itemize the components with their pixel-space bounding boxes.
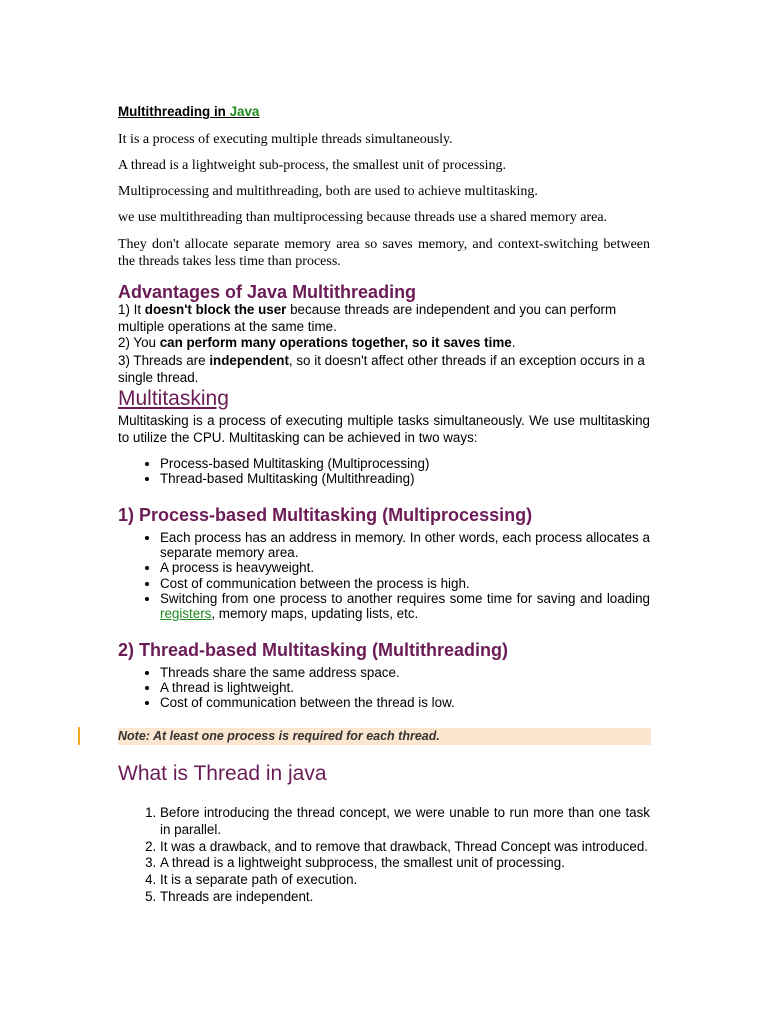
process-based-list bbox=[118, 530, 650, 621]
list-item: • A process is heavyweight. bbox=[160, 560, 650, 575]
title-prefix: Multithreading in bbox=[118, 104, 230, 119]
intro-paragraph-5: They don't allocate separate memory area so saves memory, and context-switching between the threads takes less time than process. bbox=[118, 237, 650, 269]
note-text: Note: At least one process is required for each thread. bbox=[118, 729, 440, 743]
note-margin-marker bbox=[78, 727, 80, 745]
registers-link[interactable]: registers bbox=[160, 606, 212, 622]
process-based-heading: 1) Process-based Multitasking (Multiprocessing) bbox=[118, 505, 533, 525]
page-title bbox=[118, 104, 650, 119]
list-item: 5. Threads are independent. bbox=[160, 889, 650, 906]
list-item: 4. It is a separate path of execution. bbox=[160, 872, 650, 889]
list-item: • Each process has an address in memory. In other words, each process allocates a separate memory area. bbox=[160, 530, 650, 560]
intro-paragraph-4: we use multithreading than multiprocessing because threads use a shared memory area. bbox=[118, 210, 608, 225]
list-item: 3. A thread is a lightweight subprocess, the smallest unit of processing. bbox=[160, 855, 650, 872]
intro-paragraph-3: Multiprocessing and multithreading, both are used to achieve multitasking. bbox=[118, 184, 538, 199]
list-item: • Process-based Multitasking (Multiprocessing) bbox=[160, 456, 650, 471]
list-item: 2. It was a drawback, and to remove that drawback, Thread Concept was introduced. bbox=[160, 839, 650, 856]
list-item: 1. Before introducing the thread concept, we were unable to run more than one task in parallel. bbox=[160, 805, 650, 839]
thread-based-heading: 2) Thread-based Multitasking (Multithreading) bbox=[118, 640, 509, 660]
thread-based-list bbox=[118, 665, 650, 711]
advantages-heading: Advantages of Java Multithreading bbox=[118, 282, 417, 302]
multitasking-list bbox=[118, 456, 650, 486]
multitasking-heading: Multitasking bbox=[118, 387, 229, 410]
list-item: • Cost of communication between the thread is low. bbox=[160, 695, 650, 710]
title-java-highlight: Java bbox=[229, 104, 260, 119]
list-item: • Thread-based Multitasking (Multithreading) bbox=[160, 471, 650, 486]
intro-paragraph-2: A thread is a lightweight sub-process, the smallest unit of processing. bbox=[118, 158, 507, 173]
advantage-2: 2) You can perform many operations together, so it saves time. bbox=[118, 335, 516, 350]
list-item: • Cost of communication between the process is high. bbox=[160, 576, 650, 591]
list-item: • Threads share the same address space. bbox=[160, 665, 650, 680]
intro-paragraph-1: It is a process of executing multiple threads simultaneously. bbox=[118, 132, 453, 147]
advantage-1: 1) It doesn't block the user because threads are independent and you can perform multiple operations at the same time. bbox=[118, 302, 617, 334]
what-is-thread-list bbox=[118, 805, 650, 906]
multitasking-text: Multitasking is a process of executing multiple tasks simultaneously. We use multitasking to utilize the CPU. Multitasking can be achieved in two ways: bbox=[118, 413, 650, 445]
list-item: • Switching from one process to another requires some time for saving and loading registers, memory maps, updating lists, etc. bbox=[160, 591, 650, 621]
list-item: • A thread is lightweight. bbox=[160, 680, 650, 695]
what-is-thread-heading: What is Thread in java bbox=[118, 762, 327, 785]
advantage-3: 3) Threads are independent, so it doesn't affect other threads if an exception occurs in a single thread. bbox=[118, 353, 645, 385]
